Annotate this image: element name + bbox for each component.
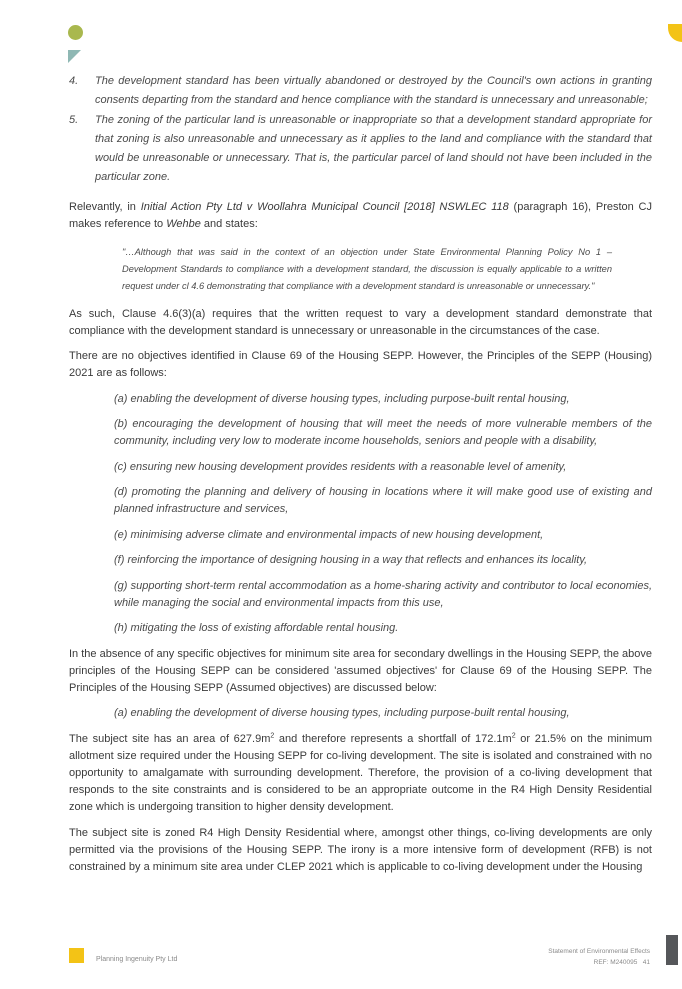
footer-company: Planning Ingenuity Pty Ltd	[96, 956, 178, 963]
item-text: The zoning of the particular land is unreasonable or inappropriate so that a development standard appropriate for that zoning is also unreasonable and unnecessary as it applies to the land and compliance with the standard that would be unreasonable or unnecessary. That is, the particular parcel of land should not have been included in the particular zone.	[95, 113, 652, 184]
page-body	[69, 72, 652, 884]
case-name-wehbe: Wehbe	[166, 217, 201, 230]
principle-item: (g) supporting short-term rental accommodation as a home-sharing activity and contributor to local economies, while managing the social and environmental impacts from this use,	[114, 579, 652, 609]
footer-ref: REF: M240095	[593, 959, 638, 966]
paragraph-no-objectives: There are no objectives identified in Clause 69 of the Housing SEPP. However, the Principles of the SEPP (Housing) 2021 are as follows:	[69, 350, 652, 380]
principle-item: (h) mitigating the loss of existing affordable rental housing.	[114, 622, 399, 635]
principle-item: (c) ensuring new housing development provides residents with a reasonable level of amenity,	[114, 460, 567, 473]
footer-logo-square	[69, 948, 84, 963]
item-number: 4.	[69, 75, 79, 87]
case-citation: Initial Action Pty Ltd v Woollahra Municipal Council [2018] NSWLEC 118	[140, 200, 509, 213]
principles-list	[114, 391, 652, 638]
paragraph-site-area: The subject site has an area of $627.9m^2$ and therefore represents a shortfall of $172.1m^2$ or 21.5% on the minimum allotment size required under the Housing SEPP for co-living development. The site is isolated and constrained with no opportunity to amalgamate with surrounding development. Therefore, the provision of a co-living development that responds to the site constraints and is considered to be an appropriate outcome in the R4 High Density Residential zone which is undergoing transition to higher density development.	[69, 732, 653, 814]
principle-item: (d) promoting the planning and delivery of housing in locations where it will make good use of existing and planned infrastructure and services,	[114, 486, 652, 516]
principle-item: (e) minimising adverse climate and environmental impacts of new housing development,	[114, 528, 544, 541]
footer-doc-info	[548, 946, 650, 968]
principle-item: (f) reinforcing the importance of designing housing in a way that reflects and enhances its locality,	[114, 554, 588, 567]
footer-doc-title: Statement of Environmental Effects	[548, 948, 650, 955]
numbered-item	[69, 111, 652, 188]
item-text: The development standard has been virtually abandoned or destroyed by the Council's own actions in granting consents departing from the standard and hence compliance with the standard is unnecessary and unreasonable;	[95, 75, 652, 107]
paragraph-relevantly: Relevantly, in Initial Action Pty Ltd v Woollahra Municipal Council [2018] NSWLEC 118 (paragraph 16), Preston CJ makes reference to Wehbe and states:	[69, 200, 652, 230]
paragraph-zoned: The subject site is zoned R4 High Density Residential where, amongst other things, co-living developments are only permitted via the provisions of the Housing SEPP. The irony is a more intensive form of development (RFB) is not constrained by a minimum site area under CLEP 2021 which is applicable to co-living development under the Housing	[69, 826, 652, 873]
page-number: 41	[642, 959, 650, 966]
numbered-item	[69, 72, 652, 111]
principle-a-repeat: (a) enabling the development of diverse housing types, including purpose-built rental housing,	[114, 707, 570, 720]
paragraph-absence: In the absence of any specific objectives for minimum site area for secondary dwellings in the Housing SEPP, the above principles of the Housing SEPP can be considered 'assumed objectives' for Clause 69 of the Housing SEPP. The Principles of the Housing SEPP (Assumed objectives) are discussed below:	[69, 647, 652, 694]
item-number: 5.	[69, 113, 79, 126]
paragraph-as-such: As such, Clause 4.6(3)(a) requires that the written request to vary a development standard demonstrate that compliance with the development standard is unnecessary or unreasonable in the circumstances of the case.	[69, 307, 652, 337]
decorative-corner-tab	[668, 24, 682, 42]
principle-item: (b) encouraging the development of housing that will meet the needs of more vulnerable members of the community, including very low to moderate income households, seniors and people with a disability,	[114, 418, 652, 448]
decorative-triangle	[68, 50, 81, 63]
footer-side-bar	[666, 935, 678, 965]
decorative-circle	[68, 25, 83, 40]
block-quote: "…Although that was said in the context of an objection under State Environmental Planning Policy No 1 – Development Standards to compliance with a development standard, the discussion is equally applicable to a written request under cl 4.6 demonstrating that compliance with a development standard is unreasonable or unnecessary."	[122, 246, 612, 291]
principle-item: (a) enabling the development of diverse housing types, including purpose-built rental housing,	[114, 392, 570, 405]
